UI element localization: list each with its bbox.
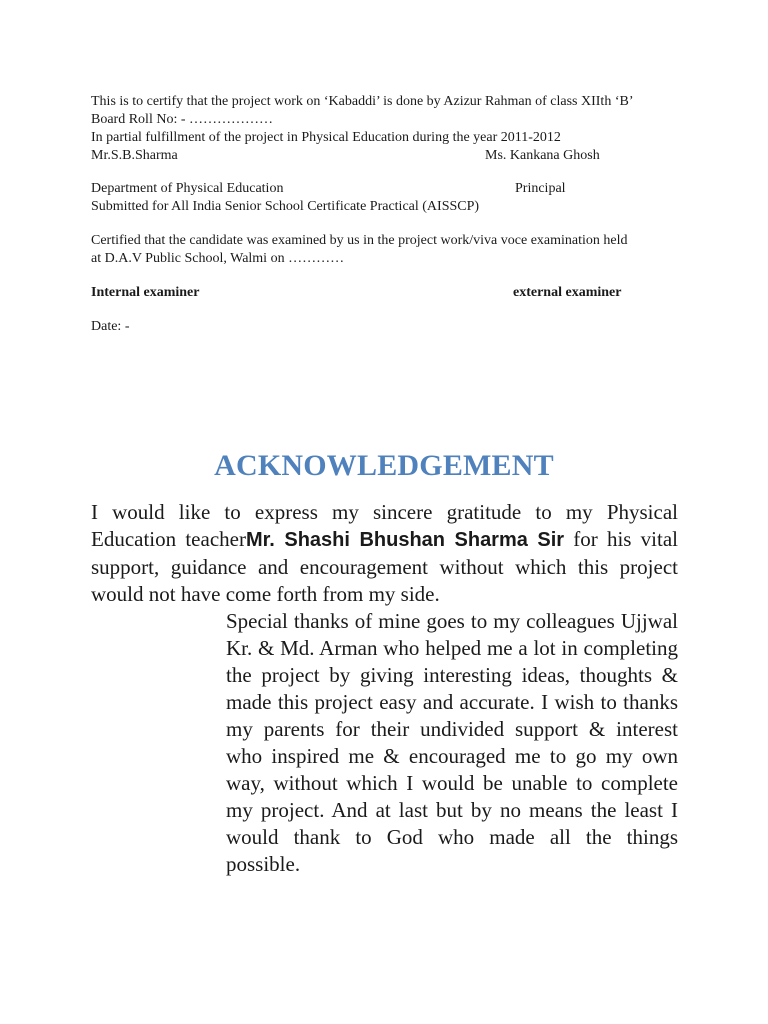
- principal-title: Principal: [515, 181, 566, 196]
- teacher-name: Mr.S.B.Sharma: [91, 148, 178, 163]
- certified-line-1: Certified that the candidate was examined by us in the project work/viva voce examination held: [91, 233, 628, 248]
- acknowledgement-heading: ACKNOWLEDGEMENT: [214, 449, 554, 482]
- certified-line-2: at D.A.V Public School, Walmi on …………: [91, 251, 345, 266]
- acknowledgement-body: [91, 499, 678, 878]
- ack-para1-rest: for his vital support, guidance and encouragement without which this project would not have come forth from my side.: [91, 527, 678, 606]
- partial-fulfillment-line: In partial fulfillment of the project in Physical Education during the year 2011-2012: [91, 130, 561, 145]
- acknowledgement-paragraph-2: Special thanks of mine goes to my colleagues Ujjwal Kr. & Md. Arman who helped me a lot in completing the project by giving interesting ideas, thoughts & made this project easy and accurate. I wish to thanks my parents for their undivided support & interest who inspired me & encouraged me to go my own way, without which I would be unable to complete my project. And at last but by no means the least I would thank to God who made all the things possible.: [226, 609, 678, 876]
- certificate-line-1: This is to certify that the project work on ‘Kabaddi’ is done by Azizur Rahman of class XIIth ‘B’: [91, 94, 634, 109]
- ack-para1-intro: I would like to express my sincere gratitude to my Physical Education teacher: [91, 500, 678, 551]
- department-label: Department of Physical Education: [91, 181, 284, 196]
- submitted-line: Submitted for All India Senior School Certificate Practical (AISSCP): [91, 199, 480, 214]
- date-label: Date: -: [91, 319, 130, 334]
- principal-name: Ms. Kankana Ghosh: [485, 148, 600, 163]
- teacher-full-name: Mr. Shashi Bhushan Sharma Sir: [245, 529, 565, 551]
- internal-examiner-label: Internal examiner: [91, 285, 200, 300]
- external-examiner-label: external examiner: [513, 285, 622, 300]
- acknowledgement-paragraph-1: [91, 499, 678, 608]
- board-roll-line: Board Roll No: - ………………: [91, 112, 273, 127]
